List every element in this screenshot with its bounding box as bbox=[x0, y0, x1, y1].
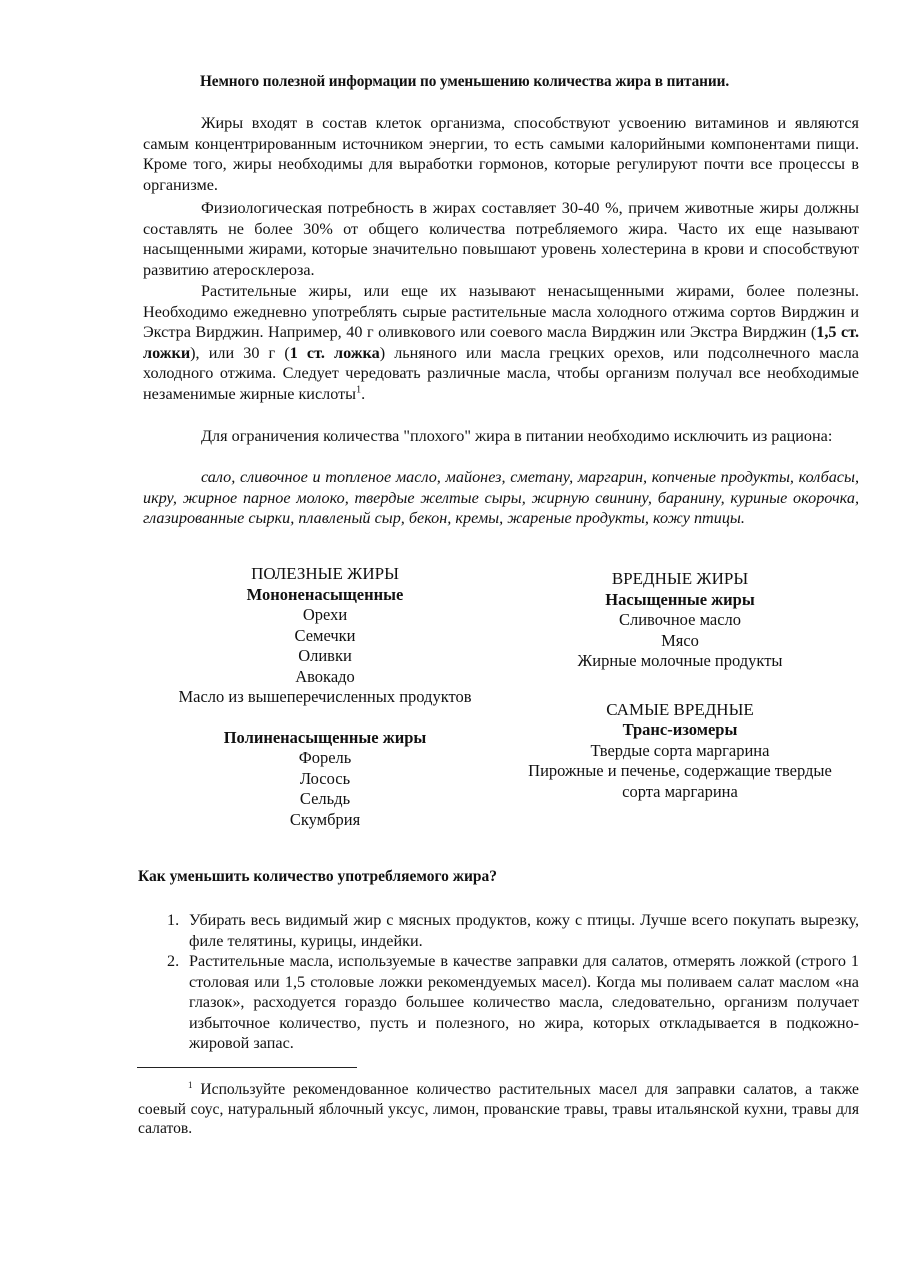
paragraph-vegetable-fats bbox=[143, 281, 859, 404]
paragraph-text: . bbox=[361, 384, 366, 403]
step-number: 2. bbox=[167, 952, 180, 970]
footnote-text: Используйте рекомендованное количество растительных масел для заправки салатов, а также соевый соус, натуральный яблочный уксус, лимон, прованские травы, травы итальянской кухни, травы для салатов. bbox=[138, 1081, 859, 1138]
paragraph-fats-role bbox=[143, 113, 859, 195]
bad-fats-heading: ВРЕДНЫЕ ЖИРЫ bbox=[611, 569, 749, 588]
paragraph-text: ), или 30 г ( bbox=[190, 343, 290, 362]
list-item: Форель bbox=[298, 748, 352, 767]
list-item: Сливочное масло bbox=[618, 610, 742, 629]
mono-subheading: Мононенасыщенные bbox=[246, 584, 404, 604]
list-item: Масло из вышеперечисленных продуктов bbox=[178, 687, 472, 706]
good-fats-column bbox=[140, 564, 510, 830]
poly-subheading: Полиненасыщенные жиры bbox=[223, 727, 427, 747]
step-text: Убирать весь видимый жир с мясных продуктов, кожу с птицы. Лучше всего покупать вырезку, филе телятины, курицы, индейки. bbox=[189, 911, 859, 950]
step-text: Растительные масла, используемые в качестве заправки для салатов, отмерять ложкой (строго 1 столовая или 1,5 столовые ложки рекомендуемых масел). Когда мы поливаем салат маслом «на глазок», расходуется гораздо большее количество масла, следовательно, организм получает избыточное количество, пусть и полезного, но жира, которых откладывается в подкожно-жировой запас. bbox=[189, 952, 859, 1052]
list-item: Орехи bbox=[302, 605, 348, 624]
bold-dose-2: 1 ст. ложка bbox=[289, 343, 380, 362]
step-item bbox=[143, 910, 859, 951]
paragraph-text: Жиры входят в состав клеток организма, способствуют усвоению витаминов и являются самым концентрированным источником энергии, то есть самыми калорийными компонентами пищи. Кроме того, жиры необходимы для выработки гормонов, которые регулируют почти все процессы в организме. bbox=[143, 114, 859, 194]
list-item: Жирные молочные продукты bbox=[577, 651, 783, 670]
spacer bbox=[500, 672, 860, 700]
footnote bbox=[138, 1076, 859, 1139]
list-item: Оливки bbox=[298, 646, 352, 665]
paragraph-text: Для ограничения количества "плохого" жира в питании необходимо исключить из рациона: bbox=[201, 427, 833, 445]
paragraph-physiological-need bbox=[143, 198, 859, 280]
good-fats-heading: ПОЛЕЗНЫЕ ЖИРЫ bbox=[251, 564, 399, 583]
list-item: Скумбрия bbox=[289, 809, 361, 829]
paragraph-exclude-intro bbox=[143, 426, 859, 447]
step-number: 1. bbox=[167, 911, 180, 929]
paragraph-text: Растительные жиры, или еще их называют ненасыщенными жирами, более полезны. Необходимо ежедневно употреблять сырые растительные масла холодного отжима сортов Вирджин и Экстра Вирджин. Например, 40 г оливкового или соевого масла Вирджин или Экстра Вирджин ( bbox=[143, 282, 859, 341]
footnote-separator bbox=[137, 1067, 357, 1068]
trans-subheading: Транс-изомеры bbox=[622, 720, 738, 739]
list-item: Авокадо bbox=[295, 666, 355, 686]
list-item: Твердые сорта маргарина bbox=[590, 740, 770, 760]
list-item: сорта маргарина bbox=[622, 781, 738, 801]
footnote-marker: 1 bbox=[188, 1080, 193, 1090]
saturated-subheading: Насыщенные жиры bbox=[605, 589, 755, 609]
list-item: Семечки bbox=[294, 625, 356, 645]
how-to-steps bbox=[143, 910, 859, 1054]
bold-dose-1: 1,5 ст. ложки bbox=[143, 323, 860, 362]
worst-fats-heading: САМЫЕ ВРЕДНЫЕ bbox=[606, 699, 754, 719]
list-item: Пирожные и печенье, содержащие твердые bbox=[528, 761, 832, 780]
how-to-heading: Как уменьшить количество употребляемого жира? bbox=[138, 868, 498, 885]
list-item: Мясо bbox=[661, 630, 699, 650]
list-item: Сельдь bbox=[299, 789, 351, 808]
paragraph-text: Физиологическая потребность в жирах составляет 30-40 %, причем животные жиры должны составлять не более 30% от общего количества потребляемого жира. Часто их еще называют насыщенными жирами, которые значительно повышают уровень холестерина в крови и способствуют развитию атеросклероза. bbox=[143, 199, 859, 279]
paragraph-text: ) льняного или масла грецких орехов, или подсолнечного масла холодного отжима. Следует чередовать различные масла, чтобы организм получал все необходимые незаменимые жирные кислоты bbox=[143, 343, 859, 403]
paragraph-excluded-foods bbox=[143, 467, 859, 529]
step-item bbox=[143, 951, 859, 1054]
bad-fats-column bbox=[500, 569, 860, 802]
document-title: Немного полезной информации по уменьшению количества жира в питании. bbox=[200, 73, 730, 90]
list-item: Лосось bbox=[299, 768, 351, 788]
excluded-foods-list: сало, сливочное и топленое масло, майонез, сметану, маргарин, копченые продукты, колбасы, икру, жирное парное молоко, твердые желтые сыры, жирную свинину, баранину, куриные окорочка, глазированные сырки, плавленый сыр, бекон, кремы, жареные продукты, кожу птицы. bbox=[143, 468, 859, 527]
spacer bbox=[140, 708, 510, 728]
footnote-reference[interactable]: 1 bbox=[356, 384, 362, 396]
